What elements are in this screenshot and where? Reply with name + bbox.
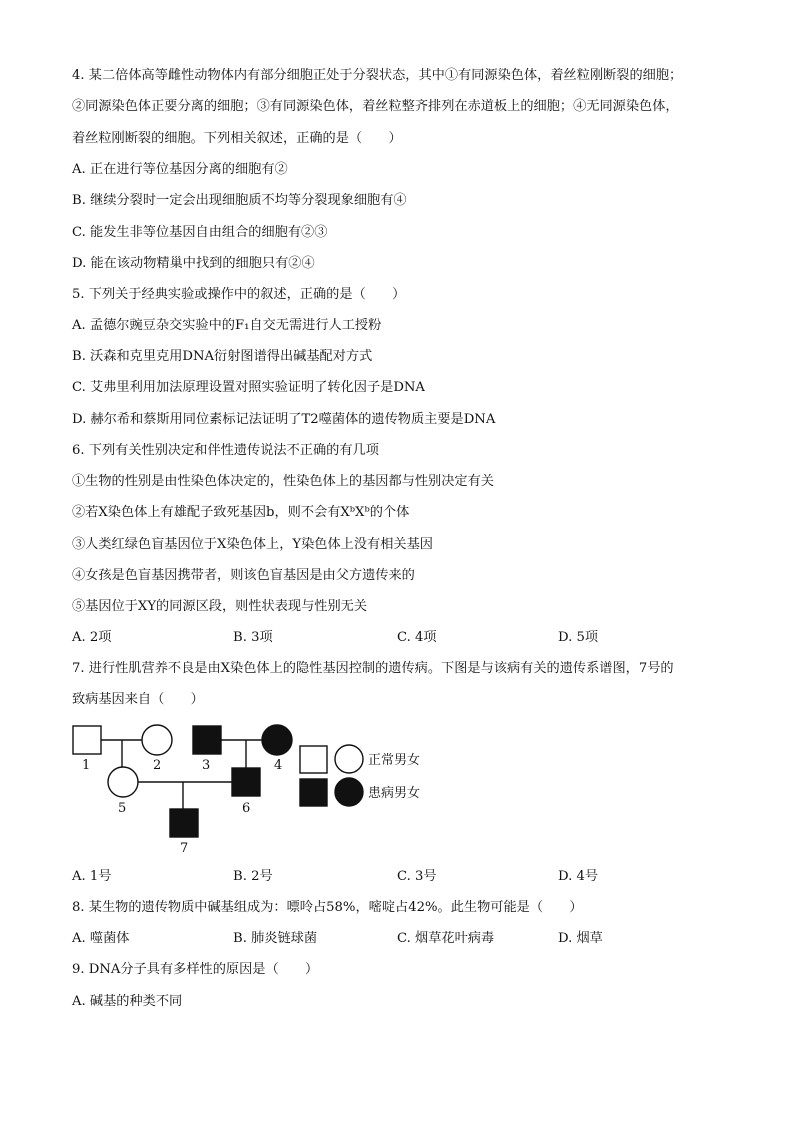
pedigree-individual-4	[262, 725, 292, 755]
q8-option-a: A. 噬菌体	[72, 931, 130, 946]
q6-item-3: ③人类红绿色盲基因位于X染色体上，Y染色体上没有相关基因	[72, 537, 433, 552]
q7-option-a: A. 1号	[72, 869, 112, 884]
q6-item-2: ②若X染色体上有雄配子致死基因b，则不会有XᵇXᵇ的个体	[72, 505, 410, 520]
q8-option-d: D. 烟草	[558, 931, 603, 946]
legend-normal-female	[335, 745, 363, 773]
pedigree-label-4: 4	[274, 758, 283, 773]
pedigree-label-1: 1	[82, 758, 91, 773]
q6-option-a: A. 2项	[72, 630, 112, 645]
legend-normal-label: 正常男女	[368, 753, 421, 768]
q5-option-d: D. 赫尔希和蔡斯用同位素标记法证明了T2噬菌体的遗传物质主要是DNA	[72, 412, 496, 427]
pedigree-individual-6	[232, 768, 260, 796]
q4-option-d: D. 能在该动物精巢中找到的细胞只有②④	[72, 256, 315, 271]
q6-stem: 6. 下列有关性别决定和伴性遗传说法不正确的有几项	[72, 443, 379, 458]
pedigree-label-3: 3	[202, 758, 211, 773]
q5-option-c: C. 艾弗里利用加法原理设置对照实验证明了转化因子是DNA	[72, 380, 425, 395]
pedigree-individual-7	[170, 809, 198, 837]
q6-item-1: ①生物的性别是由性染色体决定的，性染色体上的基因都与性别决定有关	[72, 474, 494, 489]
pedigree-label-7: 7	[180, 841, 189, 856]
q5-option-b: B. 沃森和克里克用DNA衍射图谱得出碱基配对方式	[72, 349, 373, 364]
pedigree-label-5: 5	[118, 801, 127, 816]
q4-stem-line-3: 着丝粒刚断裂的细胞。下列相关叙述，正确的是（ ）	[72, 131, 402, 146]
legend-affected-label: 患病男女	[368, 786, 421, 801]
q7-stem-line-1: 7. 进行性肌营养不良是由X染色体上的隐性基因控制的遗传病。下图是与该病有关的遗传系谱图，7号的	[72, 661, 674, 676]
q5-stem: 5. 下列关于经典实验或操作中的叙述，正确的是（ ）	[72, 287, 406, 302]
q7-option-d: D. 4号	[558, 869, 599, 884]
q7-option-b: B. 2号	[233, 869, 273, 884]
q9-stem: 9. DNA分子具有多样性的原因是（ ）	[72, 962, 319, 977]
q6-option-c: C. 4项	[397, 630, 437, 645]
legend-affected-female	[335, 778, 363, 806]
pedigree-diagram	[60, 718, 460, 858]
q9-option-a: A. 碱基的种类不同	[72, 994, 183, 1009]
q4-stem-line-1: 4. 某二倍体高等雌性动物体内有部分细胞正处于分裂状态，其中①有同源染色体，着丝粒刚断裂的细胞；	[72, 68, 683, 83]
q6-option-b: B. 3项	[233, 630, 273, 645]
pedigree-individual-3	[193, 726, 221, 754]
pedigree-label-6: 6	[242, 801, 251, 816]
q7-option-c: C. 3号	[397, 869, 437, 884]
q6-item-4: ④女孩是色盲基因携带者，则该色盲基因是由父方遗传来的	[72, 568, 415, 583]
q8-stem: 8. 某生物的遗传物质中碱基组成为：嘌呤占58%，嘧啶占42%。此生物可能是（ ）	[72, 900, 583, 915]
legend-affected-male	[300, 779, 327, 806]
pedigree-individual-2	[142, 725, 172, 755]
q4-option-a: A. 正在进行等位基因分离的细胞有②	[72, 162, 288, 177]
q4-option-b: B. 继续分裂时一定会出现细胞质不均等分裂现象细胞有④	[72, 193, 407, 208]
q8-option-b: B. 肺炎链球菌	[233, 931, 318, 946]
pedigree-label-2: 2	[153, 758, 162, 773]
pedigree-individual-1	[73, 726, 101, 754]
q6-option-d: D. 5项	[558, 630, 599, 645]
q6-item-5: ⑤基因位于XY的同源区段，则性状表现与性别无关	[72, 599, 368, 614]
q4-option-c: C. 能发生非等位基因自由组合的细胞有②③	[72, 225, 328, 240]
legend-normal-male	[300, 746, 327, 773]
pedigree-individual-5	[108, 767, 138, 797]
q4-stem-line-2: ②同源染色体正要分离的细胞；③有同源染色体，着丝粒整齐排列在赤道板上的细胞；④无同源染色体，	[72, 99, 679, 114]
q7-stem-line-2: 致病基因来自（ ）	[72, 692, 204, 707]
q8-option-c: C. 烟草花叶病毒	[397, 931, 495, 946]
q5-option-a: A. 孟德尔豌豆杂交实验中的F₁自交无需进行人工授粉	[72, 318, 382, 333]
